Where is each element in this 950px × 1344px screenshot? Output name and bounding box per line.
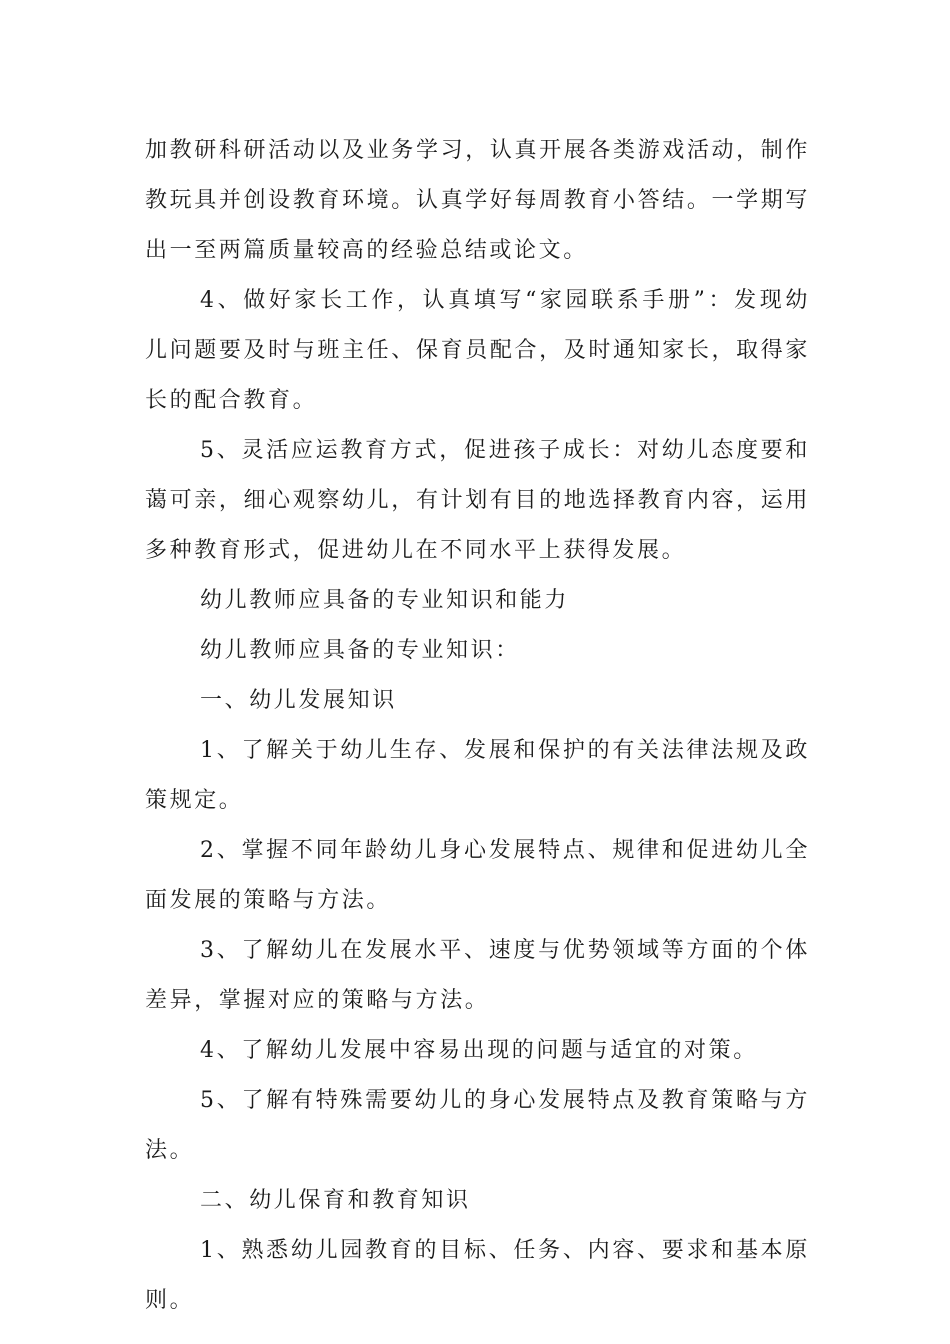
heading-child-development: 一、幼儿发展知识 <box>200 688 397 713</box>
list-item-individual-differences: 3、了解幼儿在发展水平、速度与优势领域等方面的个体差异，掌握对应的策略与方法。 <box>145 938 810 1013</box>
list-item-kindergarten-goals: 1、熟悉幼儿园教育的目标、任务、内容、要求和基本原则。 <box>145 1238 810 1313</box>
list-item-development-problems: 4、了解幼儿发展中容易出现的问题与适宜的对策。 <box>200 1038 758 1063</box>
paragraph-parent-work: 4、做好家长工作，认真填写“家园联系手册”：发现幼儿问题要及时与班主任、保育员配合，及时通知家长，取得家长的配合教育。 <box>145 288 810 413</box>
section-title-knowledge-ability: 幼儿教师应具备的专业知识和能力 <box>200 588 570 613</box>
paragraph-education-methods: 5、灵活应运教育方式，促进孩子成长：对幼儿态度要和蔼可亲，细心观察幼儿，有计划有目的地选择教育内容，运用多种教育形式，促进幼儿在不同水平上获得发展。 <box>145 438 810 563</box>
paragraph-continuation: 加教研科研活动以及业务学习，认真开展各类游戏活动，制作教玩具并创设教育环境。认真学好每周教育小答结。一学期写出一至两篇质量较高的经验总结或论文。 <box>145 138 810 263</box>
list-item-laws: 1、了解关于幼儿生存、发展和保护的有关法律法规及政策规定。 <box>145 738 810 813</box>
list-item-age-characteristics: 2、掌握不同年龄幼儿身心发展特点、规律和促进幼儿全面发展的策略与方法。 <box>145 838 810 913</box>
document-body <box>145 126 810 1326</box>
section-title-knowledge: 幼儿教师应具备的专业知识： <box>200 638 520 663</box>
list-item-special-needs: 5、了解有特殊需要幼儿的身心发展特点及教育策略与方法。 <box>145 1088 810 1163</box>
heading-care-education: 二、幼儿保育和教育知识 <box>200 1188 471 1213</box>
